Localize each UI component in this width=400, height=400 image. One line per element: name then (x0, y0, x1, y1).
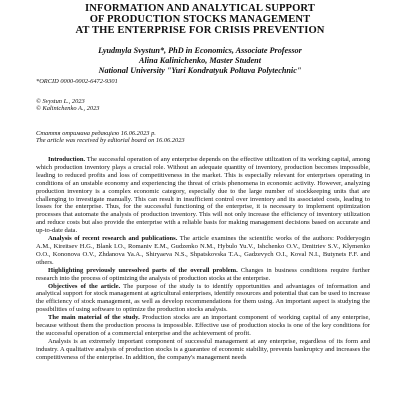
paper-title (40, 3, 360, 36)
orcid: *ORCID 0000-0002-6472-9301 (36, 78, 118, 85)
author-block (60, 46, 340, 76)
section-heading: The main material of the study. (48, 314, 140, 322)
received-line-ua: Стаття отримана редакцією 16.06.2023 р. (36, 130, 156, 137)
paragraph-unresolved (36, 267, 370, 283)
paragraph-text: The successful operation of any enterprise depends on the effective utilization of its working capital, among which production inventory plays a crucial role. Without an adequate quantity of inventory, production becomes impossible, leading to reduced profits and loss of competitiveness in the market. This is especially relevant for enterprises operating in conditions of an unstable economy and experiencing the threat of crisis phenomena in economic activity. However, analyzing production inventory is a complex economic category, especially due to the large number of stockkeeping units that are challenging to investigate manually. This can result in insufficient control over inventory and its associated costs, leading to losses for the enterprise. Thus, for the successful functioning of the enterprise, it is necessary to implement optimization processes that automate the analysis of production inventory. This will not only increase the efficiency of inventory utilization and reduce costs but also provide the enterprise with a reliable basis for making management decisions based on accurate and up-to-date data. (36, 156, 370, 235)
paragraph-main-material (36, 314, 370, 338)
author-line: Alina Kalinichenko, Master Student (139, 56, 261, 65)
paragraph-introduction (36, 156, 370, 235)
title-line: OF PRODUCTION STOCKS MANAGEMENT (89, 14, 311, 25)
article-body (36, 156, 370, 362)
paragraph-text: Production stocks are an important component of working capital of any enterprise, because without them the production process is impossible. Effective use of production stocks is one of the key conditions for the successful operation of a commercial enterprise and the achievement of profit. (36, 314, 370, 337)
received-line-en: The article was received by editorial board on 16.06.2023 (36, 137, 185, 145)
copyright-line: © Svystun L., 2023 (36, 98, 85, 105)
section-heading: Objectives of the article. (48, 282, 121, 290)
paragraph-text: The purpose of the study is to identify opportunities and advantages of information and analytical support for stock management at agricultural enterprises, identify resources and potential that can be used to increase the efficiency of stock management, as well as develop recommendations for them using. An important aspect is studying the possibilities of using software to optimize the production stocks analysis. (36, 282, 370, 314)
title-line: INFORMATION AND ANALYTICAL SUPPORT (85, 3, 315, 14)
affiliation: National University "Yuri Kondratyuk Poltava Polytechnic" (98, 66, 302, 75)
author-line: Lyudmyla Svystun*, PhD in Economics, Associate Professor (98, 46, 302, 55)
paragraph-text: Changes in business conditions require further research into the process of optimizing the analysis of production stocks at the enterprise. (36, 266, 370, 282)
title-line: AT THE ENTERPRISE FOR CRISIS PREVENTION (75, 25, 325, 36)
copyright-block (36, 98, 100, 113)
copyright-line: © Kalinichenko A., 2023 (36, 105, 100, 113)
section-heading: Highlighting previously unresolved parts of the overall problem. (48, 266, 238, 274)
paragraph-analysis (36, 338, 370, 362)
received-note (36, 130, 185, 145)
section-heading: Analysis of recent research and publications. (48, 235, 178, 243)
paragraph-text: The article examines the scientific works of the authors: Podderyogin A.M., Kireitsev H.G., Blank I.O., Romaniv E.M., Gudzenko N.M., Hybulo Yu.V., Ishchenko O.V., Dmitriev S.V., Klymenko O.O., Kononova O.V., Zhdanova Ya.A., Shiryaeva N.S., Shpatskovska T.A., Gadzevych O.I., Koval N.I., Butynets F.F. and others. (36, 235, 370, 266)
paragraph-literature (36, 235, 370, 267)
paragraph-text: Analysis is an extremely important component of successful management at any enterprise, regardless of its form and industry. A qualitative analysis of production stocks is a guarantee of economic stability, prevents bankruptcy and increases the competitiveness of the enterprise. In addition, the company's management needs (36, 337, 370, 361)
section-heading: Introduction. (48, 156, 86, 163)
paragraph-objectives (36, 283, 370, 315)
